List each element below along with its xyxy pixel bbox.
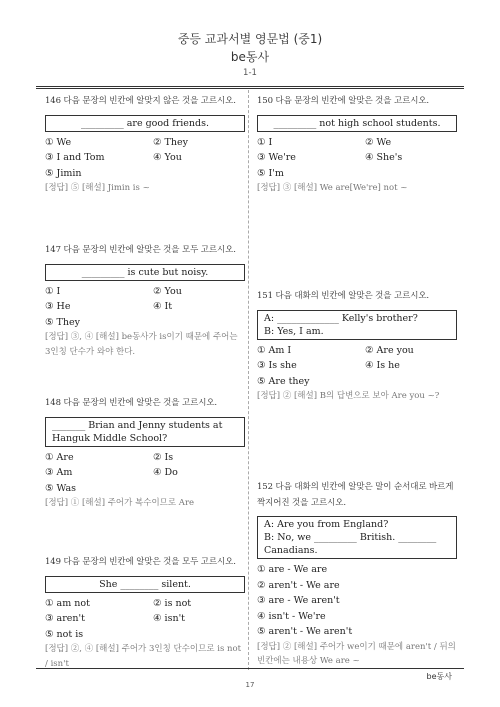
option: ④ Do <box>153 467 178 478</box>
page-subtitle: be동사 <box>230 50 270 64</box>
options <box>257 343 457 390</box>
question-title: 149 다음 문장의 빈칸에 알맞은 것을 모두 고르시오. <box>45 557 236 567</box>
option: ① are - We are <box>257 564 328 575</box>
column-divider <box>248 90 249 670</box>
page-title: 중등 교과서별 영문법 (중1) <box>177 32 323 46</box>
header-rule-bottom <box>36 88 464 89</box>
footer-rule <box>36 668 464 669</box>
question-title: 150 다음 문장의 빈칸에 알맞은 것을 고르시오. <box>257 96 430 106</box>
option: ③ are - We aren't <box>257 595 340 606</box>
option: ③ We're <box>257 152 296 163</box>
question-147 <box>45 243 245 359</box>
unit-label: 1-1 <box>243 68 257 78</box>
question-150 <box>257 94 457 196</box>
option: ② They <box>153 136 188 148</box>
question-title: 148 다음 문장의 빈칸에 알맞은 것을 고르시오. <box>45 398 218 408</box>
option: ① I <box>257 136 273 148</box>
question-151 <box>257 289 457 404</box>
dialogue-line-a: A: Are you from England? <box>264 519 389 530</box>
option: ① Am I <box>257 344 292 356</box>
options <box>45 450 245 497</box>
question-title: 147 다음 문장의 빈칸에 알맞은 것을 모두 고르시오. <box>45 245 236 255</box>
option: ① Are <box>45 451 74 463</box>
option: ④ Is he <box>365 360 400 371</box>
question-title: 146 다음 문장의 빈칸에 알맞지 않은 것을 고르시오. <box>45 96 236 106</box>
option: ① I <box>45 285 61 297</box>
option: ① We <box>45 136 72 148</box>
option: ③ Is she <box>257 360 297 371</box>
question-box: _________ is cute but noisy. <box>45 264 245 281</box>
option: ② aren't - We are <box>257 579 340 591</box>
page-number: 17 <box>245 681 255 689</box>
options <box>45 284 245 331</box>
question-title: 152 다음 대화의 빈칸에 알맞은 말이 순서대로 바르게 짝지어진 것을 고르시오. <box>257 482 454 508</box>
question-149 <box>45 555 245 671</box>
question-box: _______ Brian and Jenny students at Hanguk Middle School? <box>45 417 245 447</box>
option: ② Are you <box>365 344 414 356</box>
question-146 <box>45 94 245 196</box>
dialogue-line-b: B: No, we _________ British. ________ Canadians. <box>264 532 437 556</box>
answer-explanation: [정답] ③ [해설] We are[We're] not ~ <box>257 183 408 193</box>
option: ⑤ They <box>45 316 80 328</box>
option: ⑤ Was <box>45 482 77 494</box>
option: ④ She's <box>365 152 403 163</box>
option: ④ You <box>153 152 182 163</box>
question-148 <box>45 396 245 511</box>
options <box>45 596 245 643</box>
question-title: 151 다음 대화의 빈칸에 알맞은 것을 고르시오. <box>257 291 430 301</box>
option: ② Is <box>153 451 174 463</box>
option: ① am not <box>45 597 90 609</box>
options <box>45 135 245 182</box>
option: ② We <box>365 136 392 148</box>
option: ② You <box>153 285 182 297</box>
question-box <box>257 516 457 559</box>
option: ⑤ not is <box>45 628 84 640</box>
question-152 <box>257 480 457 669</box>
answer-explanation: [정답] ③, ④ [해설] be동사가 is이기 때문에 주어는 3인칭 단수가 와야 한다. <box>45 332 238 357</box>
header-rule-top <box>36 86 464 87</box>
question-box: _________ not high school students. <box>257 115 457 132</box>
option: ④ It <box>153 301 173 312</box>
option: ⑤ I'm <box>257 167 284 179</box>
option: ⑤ Are they <box>257 375 310 387</box>
option: ③ He <box>45 301 71 312</box>
option: ③ Am <box>45 467 73 478</box>
answer-explanation: [정답] ② [해설] 주어가 we이기 때문에 aren't / 뒤의 빈칸에는 내용상 We are ~ <box>257 641 456 666</box>
question-box: _________ are good friends. <box>45 115 245 132</box>
footer-topic: be동사 <box>426 672 452 681</box>
option: ⑤ Jimin <box>45 167 82 179</box>
answer-explanation: [정답] ① [해설] 주어가 복수이므로 Are <box>45 498 195 508</box>
options <box>257 562 457 640</box>
question-box <box>257 310 457 340</box>
dialogue-line-b: B: Yes, I am. <box>264 325 324 337</box>
answer-explanation: [정답] ⑤ [해설] Jimin is ~ <box>45 183 150 193</box>
option: ② is not <box>153 597 192 609</box>
dialogue-line-a: A: _____________ Kelly's brother? <box>264 312 418 324</box>
option: ④ isn't - We're <box>257 610 326 622</box>
option: ③ aren't <box>45 613 85 624</box>
option: ④ isn't <box>153 613 185 624</box>
answer-explanation: [정답] ② [해설] B의 답변으로 보아 Are you ~? <box>257 391 440 401</box>
question-box: She ________ silent. <box>45 576 245 593</box>
option: ⑤ aren't - We aren't <box>257 626 353 637</box>
option: ③ I and Tom <box>45 152 105 163</box>
options <box>257 135 457 182</box>
answer-explanation: [정답] ②, ④ [해설] 주어가 3인칭 단수이므로 is not / isn't <box>45 644 242 669</box>
